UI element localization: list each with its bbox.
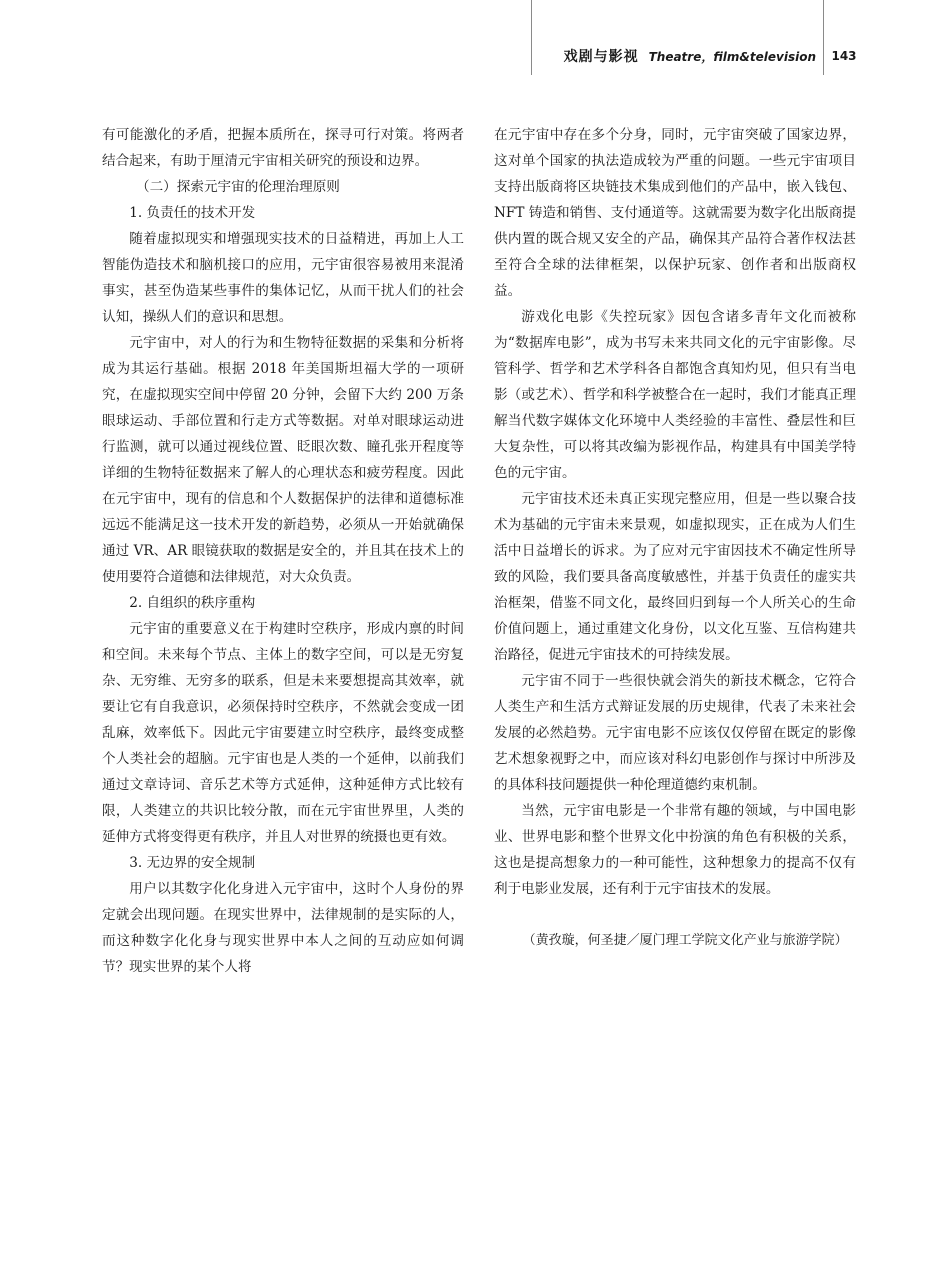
running-header [538,44,816,68]
paragraph: 元宇宙技术还未真正实现完整应用，但是一些以聚合技术为基础的元宇宙未来景观，如虚拟现实，正在成为人们生活中日益增长的诉求。为了应对元宇宙因技术不确定性所导致的风险，我们要具备高度敏感性，并基于负责任的虚实共治框架，借鉴不同文化，最终回归到每一个人所关心的生命价值问题上，通过重建文化身份，以文化互鉴、互信构建共治路径，促进元宇宙技术的可持续发展。 [494,491,856,663]
paragraph: 随着虚拟现实和增强现实技术的日益精进，再加上人工智能伪造技术和脑机接口的应用，元宇宙很容易被用来混淆事实，甚至伪造某些事件的集体记忆，从而干扰人们的社会认知，操纵人们的意识和思想。 [102,231,464,325]
page-number: 143 [831,49,857,63]
paragraph: 游戏化电影《失控玩家》因包含诸多青年文化而被称为“数据库电影”，成为书写未来共同文化的元宇宙影像。尽管科学、哲学和艺术学科各自都饱含真知灼见，但只有当电影（或艺术）、哲学和科学被整合在一起时，我们才能真正理解当代数字媒体文化环境中人类经验的丰富性、叠层性和巨大复杂性，可以将其改编为影视作品，构建具有中国美学特色的元宇宙。 [494,309,856,481]
subsection-heading: 2. 自组织的秩序重构 [129,595,256,611]
paragraph-continued: 有可能激化的矛盾，把握本质所在，探寻可行对策。将两者结合起来，有助于厘清元宇宙相关研究的预设和边界。 [102,127,464,169]
journal-title-zh: 戏剧与影视 [563,49,639,65]
section-heading: （二）探索元宇宙的伦理治理原则 [136,179,340,195]
journal-title-en: Theatre，film&television [648,49,816,64]
subsection-heading: 1. 负责任的技术开发 [129,205,256,221]
paragraph: 当然，元宇宙电影是一个非常有趣的领域，与中国电影业、世界电影和整个世界文化中扮演的角色有积极的关系，这也是提高想象力的一种可能性，这种想象力的提高不仅有利于电影业发展，还有利于元宇宙技术的发展。 [494,803,856,897]
paragraph-continued: 在元宇宙中存在多个分身，同时，元宇宙突破了国家边界，这对单个国家的执法造成较为严重的问题。一些元宇宙项目支持出版商将区块链技术集成到他们的产品中，嵌入钱包、NFT 铸造和销售、支付通道等。这就需要为数字化出版商提供内置的既合规又安全的产品，确保其产品符合著作权法甚至符合全球的法律框架，以保护玩家、创作者和出版商权益。 [494,127,856,299]
subsection-heading: 3. 无边界的安全规制 [129,855,256,871]
right-column [494,122,856,954]
left-column [102,122,464,980]
author-credit: （黄孜璇，何圣捷／厦门理工学院文化产业与旅游学院） [522,933,848,948]
paragraph: 元宇宙中，对人的行为和生物特征数据的采集和分析将成为其运行基础。根据 2018 年美国斯坦福大学的一项研究，在虚拟现实空间中停留 20 分钟，会留下大约 200 万条眼球运动、手部位置和行走方式等数据。对单对眼球运动进行监测，就可以通过视线位置、眨眼次数、瞳孔张开程度等详细的生物特征数据来了解人的心理状态和疲劳程度。因此在元宇宙中，现有的信息和个人数据保护的法律和道德标准远远不能满足这一技术开发的新趋势，必须从一开始就确保通过 VR、AR 眼镜获取的数据是安全的，并且其在技术上的使用要符合道德和法律规范，对大众负责。 [102,335,464,585]
header-divider-left [531,0,532,75]
paragraph: 元宇宙不同于一些很快就会消失的新技术概念，它符合人类生产和生活方式辩证发展的历史规律，代表了未来社会发展的必然趋势。元宇宙电影不应该仅仅停留在既定的影像艺术想象视野之中，而应该对科幻电影创作与探讨中所涉及的具体科技问题提供一种伦理道德约束机制。 [494,673,856,793]
paragraph: 元宇宙的重要意义在于构建时空秩序，形成内禀的时间和空间。未来每个节点、主体上的数字空间，可以是无穷复杂、无穷维、无穷多的联系，但是未来要想提高其效率，就要让它有自我意识，必须保持时空秩序，不然就会变成一团乱麻，效率低下。因此元宇宙要建立时空秩序，最终变成整个人类社会的超脑。元宇宙也是人类的一个延伸，以前我们通过文章诗词、音乐艺术等方式延伸，这种延伸方式比较有限，人类建立的共识比较分散，而在元宇宙世界里，人类的延伸方式将变得更有秩序，并且人对世界的统摄也更有效。 [102,621,464,845]
paragraph: 用户以其数字化化身进入元宇宙中，这时个人身份的界定就会出现问题。在现实世界中，法律规制的是实际的人，而这种数字化化身与现实世界中本人之间的互动应如何调节？现实世界的某个人将 [102,881,464,975]
